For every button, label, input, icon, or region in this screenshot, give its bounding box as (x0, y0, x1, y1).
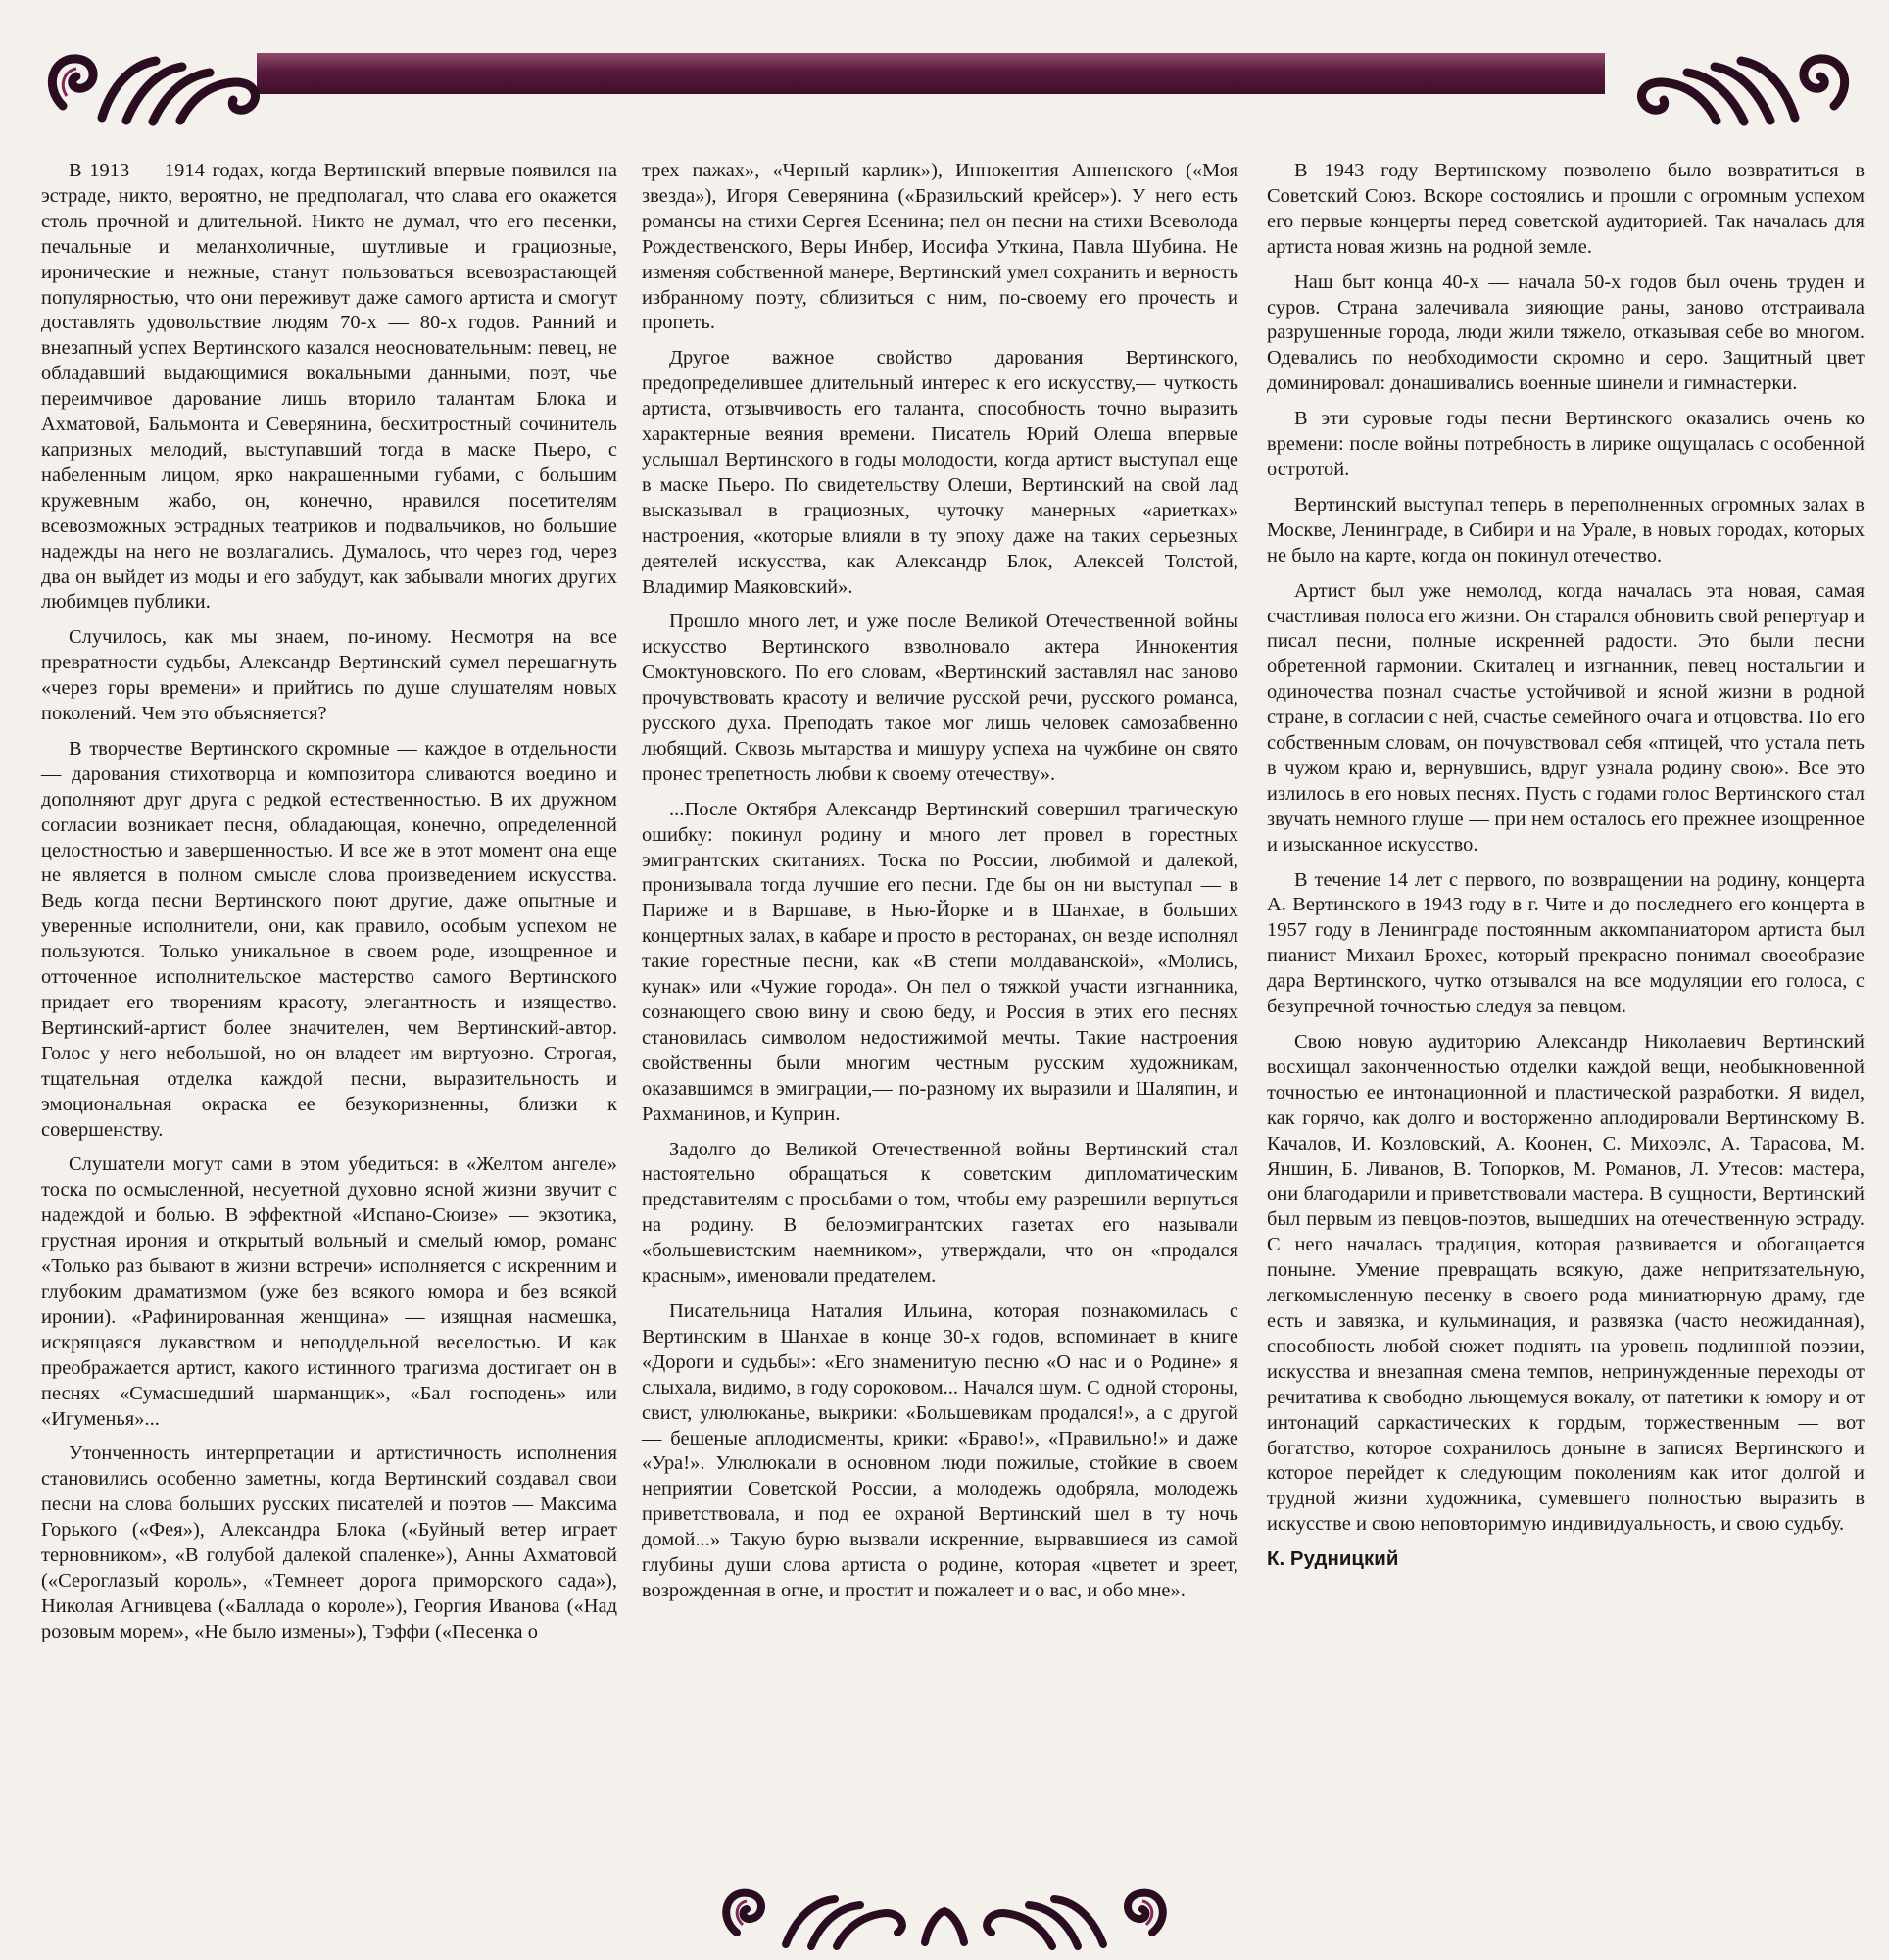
paragraph: ...После Октября Александр Вертинский совершил трагическую ошибку: покинул родину и много лет провел в горестных эмигрантских скитаниях. Тоска по России, любимой и далекой, пронизывала тогда лучшие его песни. Где бы он ни выступал — в Париже и в Варшаве, в Нью-Йорке и в Шанхае, в больших концертных залах, в кабаре и просто в ресторанах, он везде исполнял такие горестные песни, как «В степи молдаванской», «Молись, кунак» или «Чужие города». Он пел о тяжкой участи изгнанника, сознающего свою вину и свою беду, и Россия в этих его песнях становилась символом недостижимой мечты. Такие настроения свойственны были многим честным русским художникам, оказавшимся в эмиграции,— по-разному их выразили и Шаляпин, и Рахманинов, и Куприн. (642, 798, 1238, 1125)
paragraph: Утонченность интерпретации и артистичность исполнения становились особенно заметны, когда Вертинский создавал свои песни на слова больших русских писателей и поэтов — Максима Горького («Фея»), Александра Блока («Буйный ветер играет терновником», «В голубой далекой спаленке»), Анны Ахматовой («Сероглазый король», «Темнеет дорога приморского сада»), Николая Агнивцева («Баллада о короле»), Георгия Иванова («Над розовым морем», «Не было измены»), Тэффи («Песенка о (41, 1443, 617, 1642)
author-signature: К. Рудницкий (1267, 1548, 1399, 1571)
scroll-ornament-icon (698, 1874, 1191, 1954)
paragraph: Задолго до Великой Отечественной войны Вертинский стал настоятельно обращаться к советским дипломатическим представителям с просьбами о том, чтобы ему разрешили вернуться на родину. В белоэмигрантских газетах его называли «большевистским наемником», утверждали, что он «продался красным», именовали предателем. (642, 1138, 1238, 1288)
paragraph: В 1913 — 1914 годах, когда Вертинский впервые появился на эстраде, никто, вероятно, не предполагал, что слава его окажется столь прочной и длительной. Никто не думал, что его песенки, печальные и меланхоличные, шутливые и грациозные, ироничеcкие и нежные, станут пользоваться всевозрастающей популярностью, что они переживут даже самого артиста и смогут доставлять удовольствие людям 70-х — 80-х годов. Ранний и внезапный успех Вертинского казался неосновательным: певец, не обладавший выдающимися вокальными данными, поэт, чье переимчивое дарование лишь вторило талантам Блока и Ахматовой, Бальмонта и Северянина, бесхитростный сочинитель капризных мелодий, выступавший тогда в маске Пьеро, с набеленным лицом, ярко накрашенными губами, с большим кружевным жабо, он, конечно, нравился посетителям всевозможных эстрадных театриков и подвальчиков, но большие надежды на него не возлагались. Думалось, что через год, через два он выйдет из моды и его забудут, как забывали многих других любимцев публики. (41, 160, 617, 613)
text-column-1 (41, 159, 617, 1655)
paragraph: В течение 14 лет с первого, по возвращении на родину, концерта А. Вертинского в 1943 году в г. Чите и до последнего его концерта в 1957 году в Ленинграде постоянным аккомпаниатором артиста был пианист Михаил Брохес, который прекрасно понимал своеобразие дара Вертинского, чутко отзывался на все модуляции его голоса, с безупречной точностью следуя за певцом. (1267, 868, 1865, 1018)
header-decoration (0, 0, 1889, 147)
paragraph: Слушатели могут сами в этом убедиться: в «Желтом ангеле» тоска по осмысленной, несуетной духовно ясной жизни звучит с надеждой и болью. В эффектной «Испано-Сюизе» — экзотика, грустная ирония и открытый вольный и смелый юмор, романс «Только раз бывают в жизни встречи» исполняется с искренним и глубоким драматизмом (уже без всякого юмора и без всякой иронии). «Рафинированная женщина» — изящная насмешка, искрящаяся лукавством и неподдельной веселостью. И как преображается артист, какого истинного трагизма достигает он в песнях «Сумасшедший шарманщик», «Бал господень» или «Игуменья»... (41, 1153, 617, 1430)
paragraph: Другое важное свойство дарования Вертинского, предопределившее длительный интерес к его искусству,— чуткость артиста, отзывчивость его таланта, способность точно выразить характерные веяния времени. Писатель Юрий Олеша впервые услышал Вертинского в годы молодости, когда артист выступал еще в маске Пьеро. По свидетельству Олеши, Вертинский на свой лад высказывал в грациозных, чуточку манерных «ариетках» настроения, «которые влияли в ту эпоху даже на таких серьезных деятелей искусства, как Александр Блок, Алексей Толстой, Владимир Маяковский». (642, 347, 1238, 598)
paragraph: В 1943 году Вертинскому позволено было возвратиться в Советский Союз. Вскоре состоялись и прошли с огромным успехом его первые концерты перед советской аудиторией. Так началась для артиста новая жизнь на родной земле. (1267, 160, 1865, 258)
paragraph: Прошло много лет, и уже после Великой Отечественной войны искусство Вертинского взволновало актера Иннокентия Смоктуновского. По его словам, «Вертинский заставлял нас заново прочувствовать красоту и величие русской речи, русского романса, русского духа. Преподать такое мог лишь человек самозабвенно любящий. Сквозь мытарства и мишуру успеха на чужбине он свято пронес трепетность любви к своему отечеству». (642, 611, 1238, 785)
paragraph: Писательница Наталия Ильина, которая познакомилась с Вертинским в Шанхае в конце 30-х годов, вспоминает в книге «Дороги и судьбы»: «Его знаменитую песню «О нас и о Родине» я слыхала, видимо, в году сороковом... Начался шум. С одной стороны, свист, улюлюканье, выкрики: «Большевикам продался!», а с другой — бешеные аплодисменты, крики: «Браво!», «Правильно!» и даже «Ура!». Улюлюкали в основном люди пожилые, стойкие в своем неприятии Советской России, а молодежь одобряла, молодежь приветствовала, и под ее охраной Вертинский шел в ту ночь домой...» Такую бурю вызвали искренние, вырвавшиеся из самой глубины души слова артиста о родине, которая «цветет и зреет, возрожденная в огне, и простит и пожалеет и о вас, и обо мне». (642, 1299, 1238, 1601)
paragraph: Артист был уже немолод, когда началась эта новая, самая счастливая полоса его жизни. Он старался обновить свой репертуар и писал песни, полные искренней радости. Это были песни обретенной гармонии. Скиталец и изгнанник, певец ностальгии и одиночества познал счастье устойчивой и ясной жизни в родной стране, в согласии с ней, счастье семейного очага и отцовства. По его собственным словам, он почувствовал себя «птицей, что устала петь в чужом краю и, вернувшись, вдруг узнала родину свою». Все это излилось в его новых песнях. Пусть с годами голос Вертинского стал звучать немного глуше — при нем осталось его прежнее изощренное и изысканное искусство. (1267, 579, 1865, 856)
paragraph: Наш быт конца 40-х — начала 50-х годов был очень труден и суров. Страна залечивала зияющие раны, заново отстраивала разрушенные города, люди жили тяжело, отказывая себе во многом. Одевались по необходимости скромно и серо. Защитный цвет доминировал: донашивались военные шинели и гимнастерки. (1267, 270, 1865, 395)
paragraph: В творчестве Вертинского скромные — каждое в отдельности — дарования стихотворца и композитора сливаются воедино и дополняют друг друга с редкой естественностью. В их дружном согласии возникает песня, обладающая, конечно, определенной целостностью и завершенностью. И все же в этот момент она еще не является в полном смысле слова произведением искусства. Ведь когда песни Вертинского поют другие, даже опытные и уверенные исполнители, они, как правило, особым успехом не пользуются. Только уникальное в своем роде, изощренное и отточенное исполнительское мастерство самого Вертинского придает его творениям красоту, элегантность и изящество. Вертинский-артист более значителен, чем Вертинский-автор. Голос у него небольшой, но он владеет им виртуозно. Строгая, тщательная отделка каждой песни, выразительность и эмоциональная окраска ее безукоризненны, близки к совершенству. (41, 737, 617, 1141)
text-column-2 (642, 159, 1238, 1614)
article-body (41, 159, 1865, 1844)
paragraph: Свою новую аудиторию Александр Николаевич Вертинский восхищал законченностью отделки каждой вещи, необыкновенной точностью ее интонационной и пластической разработки. Я видел, как горячо, как долго и восторженно аплодировали Вертинскому В. Качалов, И. Козловский, А. Коонен, С. Михоэлс, А. Тарасова, М. Яншин, Б. Ливанов, В. Топорков, М. Романов, Л. Утесов: мастера, они благодарили и приветствовали мастера. В сущности, Вертинский был первым из певцов-поэтов, вышедших на отечественную эстраду. С него началась традиция, которая развивается и обогащается поныне. Умение превращать всякую, даже непритязательную, легкомысленную песенку в своего рода миниатюрную драму, где есть и завязка, и кульминация, и развязка (часто неожиданная), способность любой сюжет поднять на уровень подлинной поэзии, искусства и внезапная смена темпов, непринужденные переходы от речитатива к свободно льющемуся вокалу, от патетики к юмору и от интонаций саркастических к гордым, торжественным — вот богатство, которое сохранилось доныне в записях Вертинского и которое перейдет к следующим поколениям как итог долгой и трудной жизни художника, сумевшего полностью выразить в искусстве и свою неповторимую индивидуальность, и свою судьбу. (1267, 1031, 1865, 1536)
paragraph: Вертинский выступал теперь в переполненных огромных залах в Москве, Ленинграде, в Сибири и на Урале, в новых городах, которых не было на карте, когда он покинул отечество. (1267, 493, 1865, 566)
text-column-3 (1267, 159, 1865, 1583)
scroll-ornament-icon (1617, 27, 1864, 135)
scroll-ornament-icon (33, 27, 268, 135)
paragraph: Случилось, как мы знаем, по-иному. Несмотря на все превратности судьбы, Александр Вертинский сумел перешагнуть «через горы времени» и прийтись по душе слушателям новых поколений. Чем это объясняется? (41, 626, 617, 725)
header-bar (257, 53, 1605, 94)
paragraph-continuation: трех пажах», «Черный карлик»), Иннокентия Анненского («Моя звезда»), Игоря Северянина («Бразильский крейсер»). У него есть романсы на стихи Сергея Есенина; пел он песни на стихи Всеволода Рождественского, Веры Инбер, Иосифа Уткина, Павла Шубина. Не изменяя собственной манере, Вертинский умел сохранить и верность избранному поэту, сблизиться с ним, по-своему его прочесть и пропеть. (642, 160, 1238, 334)
paragraph: В эти суровые годы песни Вертинского оказались очень ко времени: после войны потребность в лирике ощущалась с особенной остротой. (1267, 408, 1865, 480)
